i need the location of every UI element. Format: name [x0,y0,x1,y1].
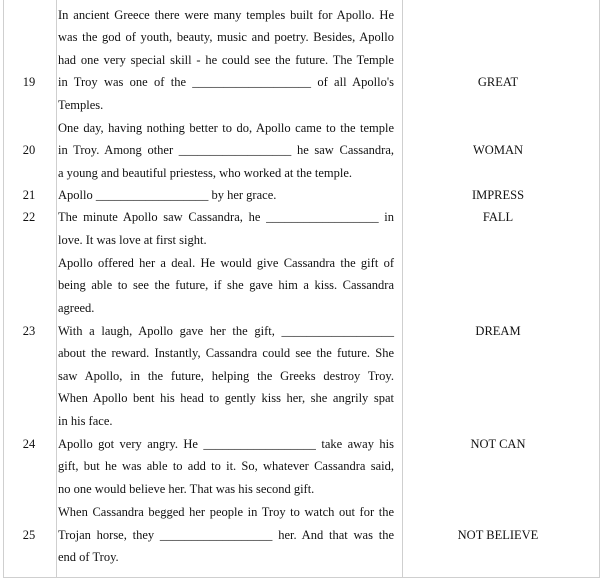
passage-line: no one would believe her. That was his second gift. [58,482,315,496]
row-number: 21 [22,188,36,202]
passage-line: Apollo got very angry. He __________________ take away his [58,437,394,451]
word-cue: WOMAN [473,143,523,157]
passage-line: end of Troy. [58,550,119,564]
passage-line: saw Apollo, in the future, helping the Greeks destroy Troy. [58,369,394,383]
row-number: 23 [22,324,36,338]
passage-line: One day, having nothing better to do, Apollo came to the temple [58,121,394,135]
column-divider-left [56,0,57,577]
passage-line: When Cassandra begged her people in Troy to watch out for the [58,505,394,519]
passage-line: Temples. [58,98,104,112]
passage-line: In ancient Greece there were many temples built for Apollo. He [58,8,394,22]
passage-line: in Troy was one of the ___________________ of all Apollo's [58,75,394,89]
passage-line: Apollo __________________ by her grace. [58,188,277,202]
row-number: 25 [22,528,36,542]
passage-line: a young and beautiful priestess, who worked at the temple. [58,166,353,180]
passage-line: gift, but he was able to add to it. So, whatever Cassandra said, [58,459,394,473]
passage-line: The minute Apollo saw Cassandra, he __________________ in [58,210,394,224]
word-cue: GREAT [477,75,519,89]
passage-line: love. It was love at first sight. [58,233,207,247]
row-number: 19 [22,75,36,89]
word-cue: NOT CAN [470,437,526,451]
passage-line: When Apollo bent his head to gently kiss her, she angrily spat [58,391,394,405]
passage-line: With a laugh, Apollo gave her the gift, __________________ [58,324,394,338]
word-cue: FALL [482,210,514,224]
passage-line: Trojan horse, they __________________ her. And that was the [58,528,394,542]
word-cue: DREAM [475,324,521,338]
row-number: 20 [22,143,36,157]
passage-line: agreed. [58,301,95,315]
passage-line: was the god of youth, beauty, music and poetry. Besides, Apollo [58,30,394,44]
word-cue: IMPRESS [471,188,525,202]
passage-line: being able to see the future, if she gave him a kiss. Cassandra [58,278,394,292]
passage-line: in his face. [58,414,113,428]
passage-line: about the reward. Instantly, Cassandra could see the future. She [58,346,394,360]
passage-line: Apollo offered her a deal. He would give Cassandra the gift of [58,256,394,270]
passage-line: had one very special skill - he could see the future. The Temple [58,53,394,67]
row-number: 22 [22,210,36,224]
passage-line: in Troy. Among other __________________ he saw Cassandra, [58,143,394,157]
row-number: 24 [22,437,36,451]
word-cue: NOT BELIEVE [457,528,539,542]
